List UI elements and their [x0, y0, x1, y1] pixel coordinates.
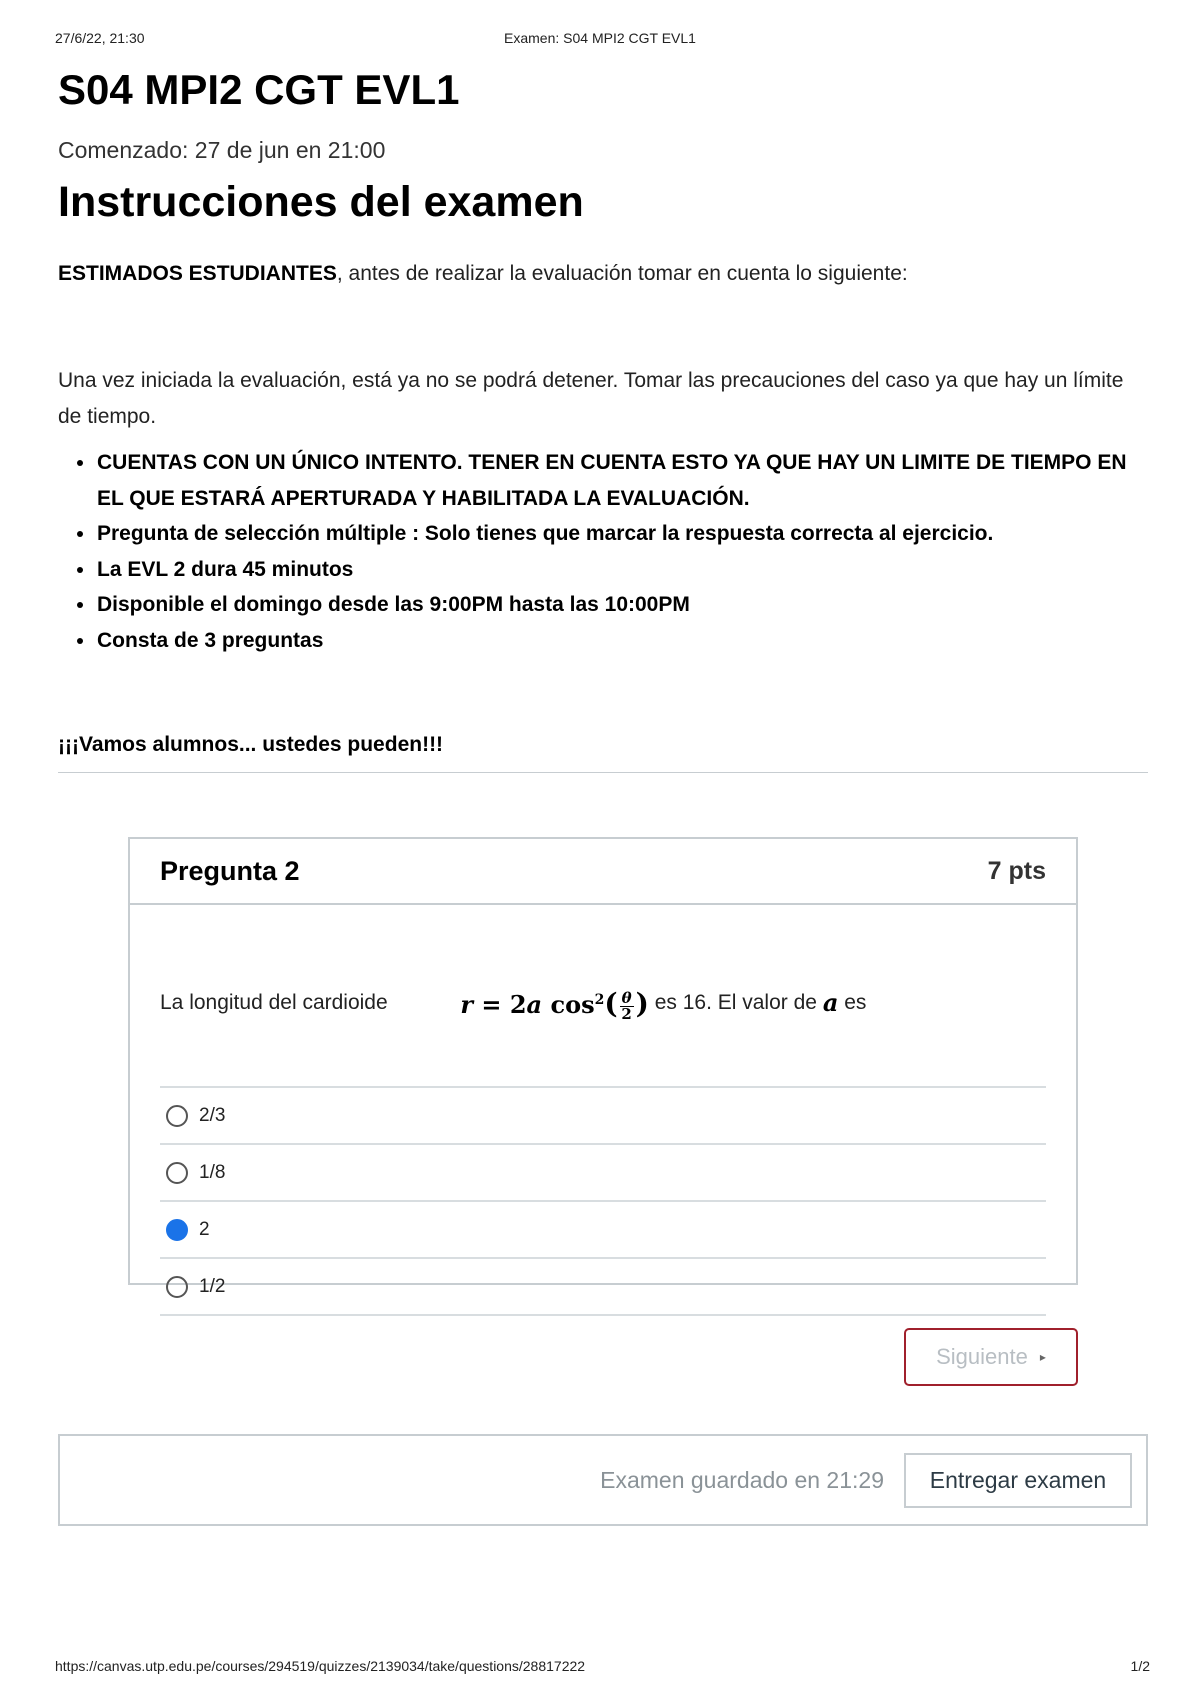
question-name: Pregunta 2 — [160, 855, 300, 886]
question-card — [128, 837, 1078, 1297]
submit-exam-button[interactable]: Entregar examen — [904, 1453, 1132, 1508]
question-header — [130, 839, 1076, 905]
page-title: S04 MPI2 CGT EVL1 — [58, 66, 460, 113]
formula-fraction — [620, 991, 634, 1022]
question-points: 7 pts — [987, 856, 1046, 885]
encouragement-text: ¡¡¡Vamos alumnos... ustedes pueden!!! — [58, 733, 444, 756]
fraction-numerator: θ — [621, 989, 632, 1007]
quiz-content — [58, 64, 1148, 773]
print-header — [0, 30, 1200, 50]
instructions-heading: Instrucciones del examen — [58, 178, 584, 226]
started-timestamp: Comenzado: 27 de jun en 21:00 — [58, 137, 386, 163]
formula-exp: 2 — [594, 992, 605, 1008]
rules-list — [58, 445, 1148, 658]
next-label: Siguiente — [936, 1344, 1028, 1369]
fraction-denominator: 2 — [621, 1005, 632, 1023]
answer-label: 2 — [199, 1218, 210, 1240]
rule-item: • CUENTAS CON UN ÚNICO INTENTO. TENER EN CUENTA ESTO YA QUE HAY UN LIMITE DE TIEMPO EN EL QUE ESTARÁ APERTURADA Y HABILITADA LA EVALUACIÓN. — [96, 445, 1148, 516]
radio-button-selected[interactable] — [166, 1219, 188, 1241]
rule-item: • La EVL 2 dura 45 minutos — [96, 552, 1148, 588]
rule-item: • Disponible el domingo desde las 9:00PM hasta las 10:00PM — [96, 587, 1148, 623]
question-text-after: es — [838, 990, 867, 1014]
next-button[interactable] — [904, 1328, 1078, 1386]
answer-option[interactable] — [160, 1202, 1046, 1259]
print-date: 27/6/22, 21:30 — [55, 30, 145, 46]
radio-button[interactable] — [166, 1105, 188, 1127]
caret-right-icon: ▸ — [1039, 1350, 1046, 1364]
answer-label: 2/3 — [199, 1104, 226, 1126]
question-text — [160, 949, 1046, 1056]
rule-item: • Consta de 3 preguntas — [96, 623, 1148, 659]
formula-lhs: r — [460, 990, 474, 1019]
answer-label: 1/8 — [199, 1161, 226, 1183]
formula-close: ) — [635, 987, 649, 1020]
print-url: https://canvas.utp.edu.pe/courses/294519/quizzes/2139034/take/questions/28817222 — [55, 1658, 586, 1674]
saved-status: Examen guardado en 21:29 — [600, 1466, 884, 1493]
question-body — [130, 905, 1076, 1316]
formula-coef: 2 — [509, 990, 527, 1019]
intro-bold: ESTIMADOS ESTUDIANTES — [58, 262, 337, 285]
intro-rest: , antes de realizar la evaluación tomar en cuenta lo siguiente: — [336, 262, 908, 285]
radio-button[interactable] — [166, 1162, 188, 1184]
divider — [58, 772, 1148, 773]
submit-bar — [58, 1434, 1148, 1526]
question-text-before: La longitud del cardioide — [160, 990, 394, 1014]
formula-func: cos — [542, 990, 595, 1019]
rule-item: • Pregunta de selección múltiple : Solo tienes que marcar la respuesta correcta al ejercicio. — [96, 516, 1148, 552]
print-title: Examen: S04 MPI2 CGT EVL1 — [504, 30, 696, 46]
answer-option[interactable] — [160, 1088, 1046, 1145]
instructions-intro — [58, 259, 1148, 289]
radio-button[interactable] — [166, 1276, 188, 1298]
formula-open: ( — [604, 987, 618, 1020]
answer-label: 1/2 — [199, 1275, 226, 1297]
formula-var: a — [526, 990, 543, 1019]
variable-a: a — [822, 987, 839, 1017]
question-text-middle: es 16. El valor de — [648, 990, 823, 1014]
print-page-number: 1/2 — [1130, 1658, 1150, 1674]
answer-option[interactable] — [160, 1145, 1046, 1202]
cardioid-formula — [394, 949, 649, 1056]
answers-list — [160, 1086, 1046, 1316]
formula-eq: = — [473, 990, 510, 1019]
answer-option[interactable] — [160, 1259, 1046, 1316]
instructions-note: Una vez iniciada la evaluación, está ya no se podrá detener. Tomar las precauciones del caso ya que hay un límite de tiempo. — [58, 369, 1124, 428]
